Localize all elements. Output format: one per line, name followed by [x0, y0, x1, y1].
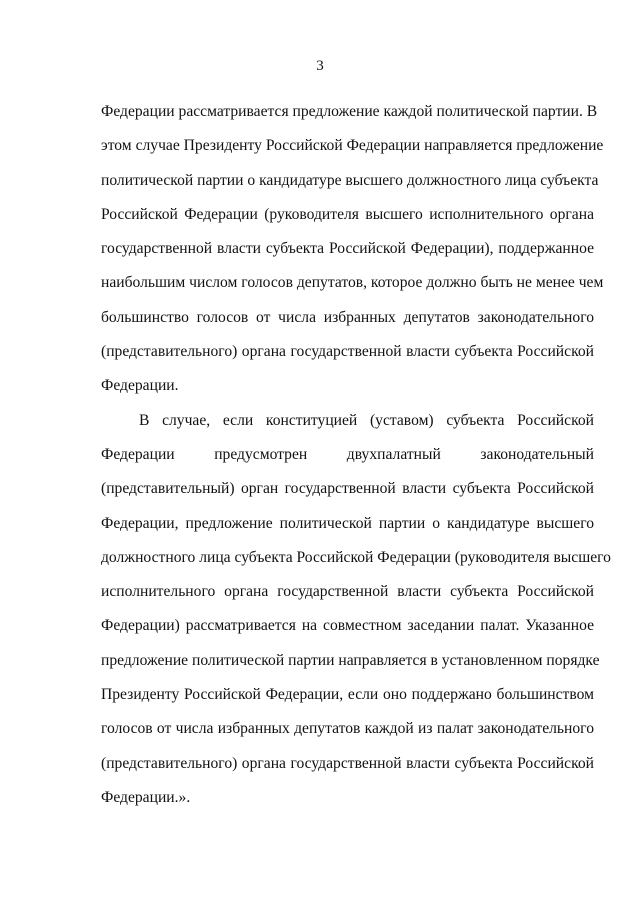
paragraph-line: голосов от числа избранных депутатов каждой из палат законодательного: [101, 720, 594, 738]
paragraph-line: Федерации предусмотрен двухпалатный законодательный: [101, 445, 594, 463]
paragraph-line: (представительного) органа государственной власти субъекта Российской: [101, 754, 594, 772]
paragraph-line: Федерации.: [101, 377, 179, 395]
paragraph-line: наибольшим числом голосов депутатов, которое должно быть не менее чем: [101, 274, 604, 292]
paragraph-2: [101, 404, 611, 816]
paragraph-line: Российской Федерации (руководителя высшего исполнительного органа: [101, 205, 594, 223]
page-number: 3: [316, 58, 324, 74]
paragraph-line: Федерации) рассматривается на совместном заседании палат. Указанное: [101, 617, 594, 635]
paragraph-line: В случае, если конституцией (уставом) субъекта Российской: [139, 411, 594, 429]
paragraph-line: большинство голосов от числа избранных депутатов законодательного: [101, 308, 594, 326]
paragraph-line: политической партии о кандидатуре высшего должностного лица субъекта: [101, 171, 599, 189]
paragraph-line: Федерации, предложение политической партии о кандидатуре высшего: [101, 514, 594, 532]
paragraph-line: Федерации.».: [101, 788, 191, 806]
paragraph-1: [101, 95, 604, 404]
document-body: [101, 95, 611, 815]
paragraph-line: исполнительного органа государственной власти субъекта Российской: [101, 583, 594, 601]
paragraph-line: Президенту Российской Федерации, если оно поддержано большинством: [101, 686, 594, 704]
paragraph-line: Федерации рассматривается предложение каждой политической партии. В: [101, 103, 598, 120]
paragraph-line: (представительного) органа государственной власти субъекта Российской: [101, 343, 594, 361]
paragraph-line: государственной власти субъекта Российской Федерации), поддержанное: [101, 240, 594, 258]
paragraph-line: этом случае Президенту Российской Федерации направляется предложение: [101, 137, 604, 155]
paragraph-line: (представительный) орган государственной власти субъекта Российской: [101, 480, 594, 498]
paragraph-line: предложение политической партии направляется в установленном порядке: [101, 651, 600, 669]
paragraph-line: должностного лица субъекта Российской Федерации (руководителя высшего: [101, 548, 611, 566]
